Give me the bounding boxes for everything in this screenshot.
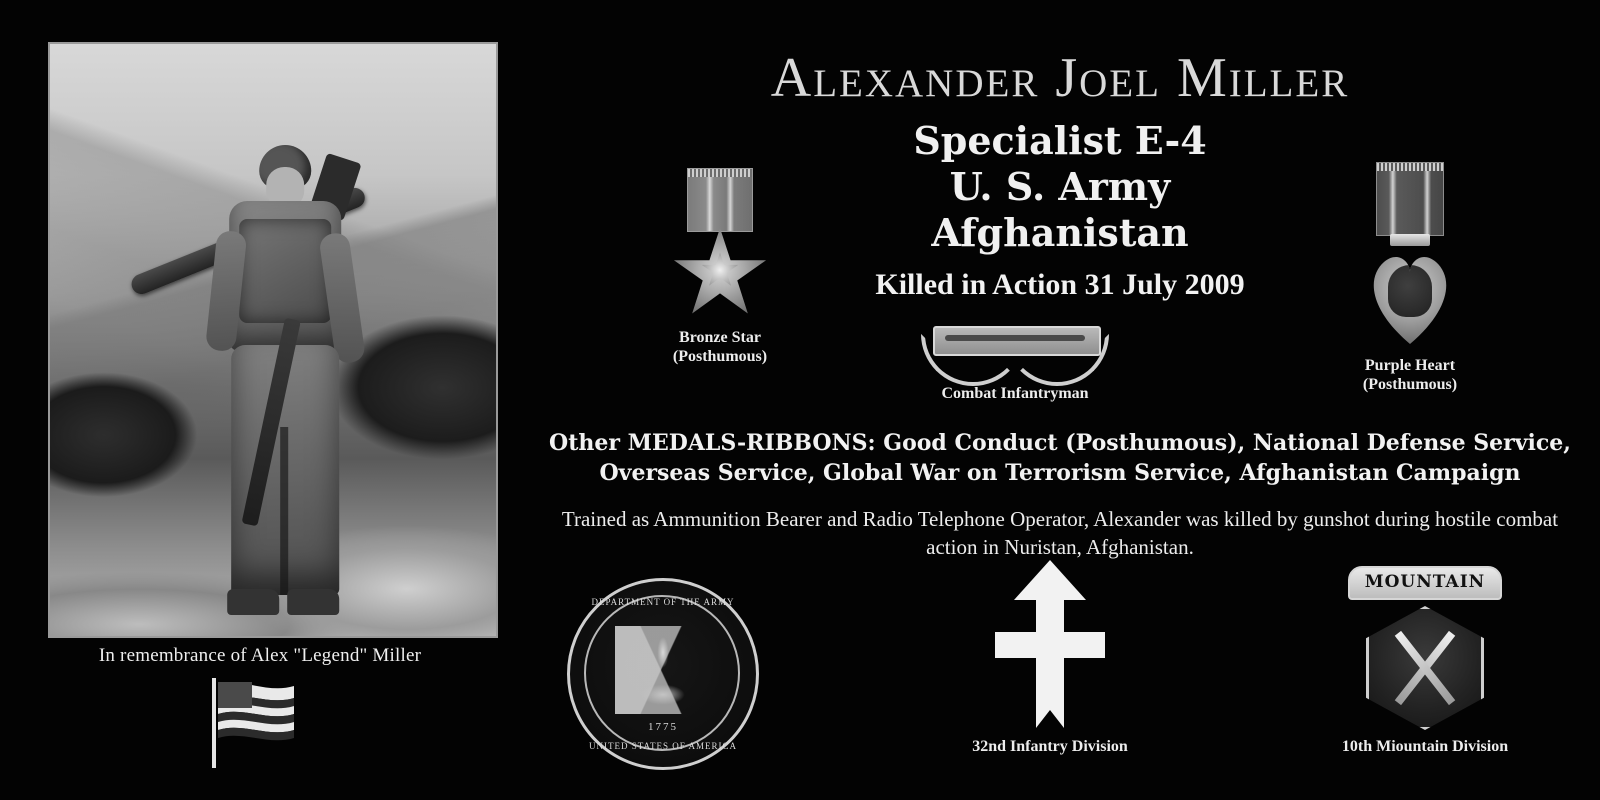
branch-label: U. S. Army xyxy=(949,164,1171,209)
details-column xyxy=(520,0,1600,800)
soldier-figure xyxy=(167,127,397,638)
seal-year: 1775 xyxy=(648,721,678,733)
10th-mountain-division-caption: 10th Miountain Division xyxy=(1341,738,1509,755)
kia-label: Killed in Action 31 July 2009 xyxy=(875,268,1245,301)
combat-infantryman-badge-icon xyxy=(915,320,1115,378)
purple-heart-icon xyxy=(1364,248,1456,346)
page-title: Alexander Joel Miller xyxy=(770,47,1350,109)
theater-label: Afghanistan xyxy=(931,210,1189,255)
soldier-photo xyxy=(48,42,498,638)
bronze-star-ribbon-icon xyxy=(687,168,753,232)
department-of-the-army-seal-icon xyxy=(548,578,778,770)
arrow-cross xyxy=(995,632,1105,658)
32nd-infantry-division xyxy=(940,560,1160,756)
badge-bar xyxy=(933,326,1101,356)
bronze-star-icon xyxy=(672,228,768,320)
bronze-star-medal xyxy=(630,168,810,366)
purple-heart-caption-line1: Purple Heart xyxy=(1364,357,1456,374)
combat-infantryman-badge xyxy=(905,320,1125,403)
10th-mountain-division xyxy=(1300,566,1550,756)
soldier-leg-split xyxy=(280,427,288,595)
purple-heart-caption xyxy=(1310,356,1510,394)
photo-background xyxy=(50,44,496,636)
seal-text-top: DEPARTMENT OF THE ARMY xyxy=(591,597,735,607)
purple-heart-ribbon-icon xyxy=(1376,162,1444,236)
us-flag-icon xyxy=(198,678,322,770)
photo-caption: In remembrance of Alex "Legend" Miller xyxy=(98,645,422,666)
photo-column xyxy=(0,0,520,800)
bronze-star-caption-line2: (Posthumous) xyxy=(672,348,768,365)
purple-heart-medal xyxy=(1310,162,1510,394)
soldier-right-boot xyxy=(287,589,339,615)
soldier-left-boot xyxy=(227,589,279,615)
us-flag-svg xyxy=(198,678,322,770)
32nd-infantry-division-caption: 32nd Infantry Division xyxy=(972,738,1128,755)
washington-profile-icon xyxy=(1388,265,1432,317)
mountain-tab-label: MOUNTAIN xyxy=(1348,566,1502,600)
rank-label: Specialist E-4 xyxy=(913,118,1207,163)
10th-mountain-division-patch-icon xyxy=(1366,606,1484,730)
seal-outer-ring xyxy=(567,578,759,770)
combat-infantryman-caption: Combat Infantryman xyxy=(941,385,1089,402)
purple-heart-clasp xyxy=(1390,234,1430,246)
flag-pole xyxy=(212,678,216,768)
biography-text: Trained as Ammunition Bearer and Radio Telephone Operator, Alexander was killed by gunshot during hostile combat action in Nuristan, Afghanistan. xyxy=(561,507,1559,559)
musket-icon xyxy=(945,335,1085,341)
body-armor-icon xyxy=(239,219,331,323)
32nd-infantry-division-patch-icon xyxy=(995,560,1105,728)
other-medals-text: Other MEDALS-RIBBONS: Good Conduct (Posthumous), National Defense Service, Overseas Service, Global War on Terrorism Service, Afghanistan Campaign xyxy=(549,430,1571,486)
bronze-star-caption-line1: Bronze Star xyxy=(679,329,761,346)
bronze-star-caption xyxy=(630,328,810,366)
purple-heart-caption-line2: (Posthumous) xyxy=(1362,376,1458,393)
bronze-star-inner xyxy=(701,252,739,288)
seal-text-bottom: UNITED STATES OF AMERICA xyxy=(588,741,738,751)
seal-emblem xyxy=(615,626,711,714)
